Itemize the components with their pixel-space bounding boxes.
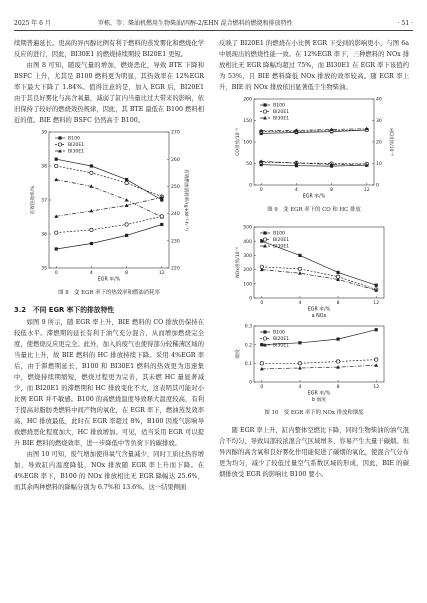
data-point	[160, 215, 163, 218]
x-axis-label: EGR 率/%	[307, 391, 331, 397]
figure-8-chart	[15, 126, 203, 286]
data-point	[263, 337, 266, 340]
y-tick-label: 0.2	[244, 343, 252, 349]
y-tick-label: 0	[249, 380, 252, 386]
y-tick-label: 100	[243, 140, 252, 146]
y2-tick-label: 30	[376, 119, 382, 125]
y2-tick-label: 40	[376, 97, 382, 103]
left-column	[14, 38, 204, 493]
y-tick-label: 400	[243, 239, 252, 245]
data-point	[90, 171, 93, 174]
x-tick-label: 8	[336, 385, 340, 390]
x-tick-label: 4	[89, 271, 93, 276]
y2-tick-label: 270	[171, 130, 180, 136]
paragraph: 续期普遍延长。更高的异丙醇比例有利于燃料的蒸发雾化和燃烧化学反应的进行，因此，BI30E1 的燃烧持续期较 BI20E1 更短。	[14, 40, 204, 58]
paragraph: 如图 9 所示，随 EGR 率上升，BIE 燃料的 CO 排放仍保持在较低水平。滞燃期的延长有利于油气充分混合，从而增加燃烧完全度，使燃烧反应更完全。此外，加入的废气也使得部分较稀薄区域的当量比上升，故 BIE 燃料的 HC 排放持续下降。采用 4%EGR 率后，由于滞燃期延长，B100 和 BI30E1 燃料的热效更为迅速集中，燃烧持续期缩短，燃烧过程更为完善，其未燃 HC 量显著减少，而 BI20E1 的滞燃期和 HC 排放变化不大，这表明其可能对小比例 EGR 并不敏感。B100 的高燃烧温度导致释大温度较高，有利于提高对脂肪类燃料中间产物的氧化，在 EGR 率下，燃油蒸发效率高，HC 排放最低，此时在 EGR 率超过 8%，B100 因废气影响导致燃烧恶化程度加大，HC 排放增加。可见，适当采用 EGR 可以提升 BIE 燃料的燃烧效率，进一步降低中等负荷下的碳排放。	[14, 319, 204, 447]
data-point	[263, 238, 266, 241]
figure-9-chart	[220, 93, 408, 203]
x-tick-label: 0	[260, 301, 264, 306]
y-tick-label: 38	[41, 164, 47, 170]
legend-label: B100	[273, 231, 285, 237]
y-tick-label: 150	[243, 119, 252, 125]
x-tick-label: 4	[294, 188, 298, 193]
data-point	[336, 337, 339, 340]
legend-label: BI20E1	[273, 110, 290, 116]
x-tick-label: 0	[54, 271, 58, 276]
y-tick-label: 36	[41, 232, 47, 238]
subfigure-label: b 烟度	[311, 398, 327, 403]
y-tick-label: 39	[41, 130, 47, 136]
paragraph: 由图 8 可知，随废气量的增加，燃烧恶化，导致 BTE 下降和 BSFC 上升，尤其是 B100 燃料更为明显，其热效率在 12%EGR 率下最大下降了 1.84%。值得注意的是，加入 EGR 后，BI20E1 由于其良好雾化与高含氧量，减弱了缸内当量比过大带来的影响，依旧保持了较好的燃烧效热规律，因此，其 BTE 最低在 B100 燃料相近的值。BIE 燃料的 BSFC 仍然高于 B100。	[14, 62, 204, 124]
legend-label: BI20E1	[273, 337, 290, 343]
data-point	[260, 240, 263, 243]
legend-label: B100	[273, 103, 285, 109]
x-tick-label: 0	[259, 188, 263, 193]
x-tick-label: 0	[260, 385, 264, 390]
legend-label: BI20E1	[68, 143, 85, 149]
series-line	[56, 225, 162, 250]
data-point	[336, 360, 339, 363]
x-axis-label: EGR 率/%	[302, 194, 326, 200]
data-point	[375, 358, 378, 361]
figure-10	[219, 222, 409, 418]
data-point	[55, 231, 58, 234]
data-point	[160, 198, 163, 201]
data-point	[263, 103, 266, 106]
y-tick-label: 200	[243, 268, 252, 274]
subfigure-label: a NOx	[311, 314, 327, 319]
data-point	[90, 209, 94, 213]
x-axis-label: EGR 率/%	[307, 307, 331, 313]
legend-label: B100	[273, 330, 285, 336]
legend-label: BI30E1	[68, 149, 85, 155]
y-tick-label: 50	[246, 162, 252, 168]
figure-9-caption: 图 9 变 EGR 率下的 CO 和 HC 排放	[267, 207, 361, 213]
y-tick-label: 35	[41, 266, 47, 272]
y-axis-label: NOx排放/10⁻⁶	[236, 247, 241, 278]
legend-label: BI20E1	[273, 238, 290, 244]
x-tick-label: 8	[125, 271, 129, 276]
x-tick-label: 8	[330, 188, 334, 193]
y2-tick-label: 230	[171, 239, 180, 245]
x-tick-label: 12	[158, 271, 165, 276]
data-point	[125, 234, 128, 237]
y-tick-label: 37	[41, 198, 47, 204]
data-point	[298, 254, 301, 257]
series-line	[261, 162, 367, 164]
y-tick-label: 300	[243, 254, 252, 259]
y-axis-label: CO排放/10⁻⁶	[236, 128, 241, 156]
y2-tick-label: 10	[376, 162, 382, 168]
series-line	[262, 360, 376, 364]
data-point	[54, 178, 58, 182]
data-point	[298, 341, 301, 344]
data-point	[55, 164, 58, 167]
paragraph: 由图 10 可知，废气增加使得氧气含量减少，同时工质比热容增加，导致缸内温度降低，NOx 排放随 EGR 率上升而下降。在 4%EGR 率下，B100 的 NOx 排放相比无 EGR 降幅达 25.6%，而其余两种燃料的降幅分别为 6.7%和 13.6%。这一结果侧面	[14, 451, 204, 491]
y2-tick-label: 250	[171, 185, 180, 190]
y-tick-label: 500	[243, 225, 252, 231]
data-point	[336, 271, 339, 274]
y-tick-label: 100	[243, 282, 252, 288]
data-point	[375, 284, 378, 287]
series-line	[56, 180, 162, 217]
page-header	[14, 18, 413, 31]
series-line	[56, 216, 162, 232]
y-tick-label: 0	[249, 296, 252, 302]
data-point	[298, 366, 302, 370]
section-heading: 3.2 不同 EGR 率下的排放特性	[14, 306, 115, 314]
issue-date: 2025 年 6 月	[14, 20, 51, 27]
data-point	[298, 267, 301, 270]
figure-9	[219, 93, 409, 215]
y2-tick-label: 260	[171, 157, 180, 163]
data-point	[375, 328, 378, 331]
paragraph: 随 EGR 率上升，缸内整体空燃比下降，同时生物柴油的油气混合不均匀，导致局部较浓混合气区域增多，容易产生大量干碳烟。但异丙醇的高含氧和良好雾化作用能促进了碳烟的氧化，使混合气分布更为均匀，减少了较低过量空气系数区域的形成，因此，BIE 的碳烟排放受 EGR 的影响比 B100 要小。	[219, 427, 409, 478]
figure-10-caption: 图 10 变 EGR 率下的 NOx 排放和烟度	[264, 410, 364, 416]
y-axis-label: 有效热效率/%	[31, 185, 36, 215]
data-point	[58, 136, 61, 139]
data-point	[90, 164, 93, 167]
x-tick-label: 12	[363, 188, 370, 193]
data-point	[125, 223, 128, 226]
legend-label: BI30E1	[273, 343, 290, 349]
y-tick-label: 0.1	[244, 361, 252, 367]
figure-8	[14, 126, 204, 298]
legend-label: BI30E1	[273, 116, 290, 122]
legend-label: BI30E1	[273, 244, 290, 250]
data-point	[125, 178, 128, 181]
x-tick-label: 4	[298, 385, 302, 390]
y2-axis-label: HC排放/10⁻⁶	[388, 128, 393, 156]
data-point	[263, 330, 266, 333]
running-title: 罗栋，等：柴油机燃用生物柴油/丙醇-2/EHN 混合燃料的燃烧和排放特性	[98, 20, 293, 27]
figure-10b-chart	[220, 322, 408, 406]
x-tick-label: 8	[336, 301, 340, 306]
series-line	[56, 197, 162, 216]
data-point	[298, 271, 302, 275]
y-tick-label: 200	[243, 97, 252, 103]
data-point	[263, 110, 266, 113]
data-point	[58, 143, 61, 146]
x-tick-label: 4	[298, 301, 302, 306]
data-point	[263, 231, 266, 234]
y2-axis-label: 有效燃油消耗率/(g·kW⁻¹·h⁻¹)	[183, 169, 188, 231]
x-tick-label: 12	[373, 385, 380, 390]
data-point	[125, 181, 128, 184]
y2-tick-label: 0	[376, 183, 379, 189]
series-line	[56, 166, 162, 197]
y-tick-label: 0	[249, 183, 252, 189]
y-axis-label: 烟度	[236, 349, 241, 359]
data-point	[298, 362, 301, 365]
figure-10a-chart	[220, 222, 408, 322]
data-point	[90, 228, 93, 231]
data-point	[55, 247, 58, 250]
y2-tick-label: 20	[376, 140, 382, 146]
data-point	[160, 223, 163, 226]
y-tick-label: 0.3	[244, 324, 252, 330]
series-line	[262, 267, 376, 290]
series-line	[262, 365, 376, 369]
data-point	[260, 362, 263, 365]
paragraph: 反映了 BI20E1 的燃烧在小比例 EGR 下受到的影响更小，与图 6a 中展现出的燃烧性能一致。在 12%EGR 率下，三种燃料的 NOx 排放相比无 EGR 降幅均超过 75%，而 BI30E1 在 EGR 率下该值约为 53%，且 BIE 燃料降低 NOx 排放的效率较高。随 EGR 率上升，BIE 的 NOx 排放依旧显著低于生物柴油。	[219, 40, 409, 91]
plot-frame	[254, 99, 374, 185]
series-line	[56, 159, 162, 200]
legend-label: B100	[68, 136, 80, 142]
x-tick-label: 12	[373, 301, 380, 306]
y2-tick-label: 240	[171, 212, 180, 218]
data-point	[90, 242, 93, 245]
figure-8-caption: 图 8 变 EGR 率下的热效率和燃油消耗率	[58, 290, 160, 296]
data-point	[55, 158, 58, 161]
y2-tick-label: 220	[171, 266, 180, 272]
right-column	[219, 38, 409, 480]
page-number: · 51 ·	[397, 20, 413, 27]
x-axis-label: EGR 率/%	[97, 277, 121, 283]
